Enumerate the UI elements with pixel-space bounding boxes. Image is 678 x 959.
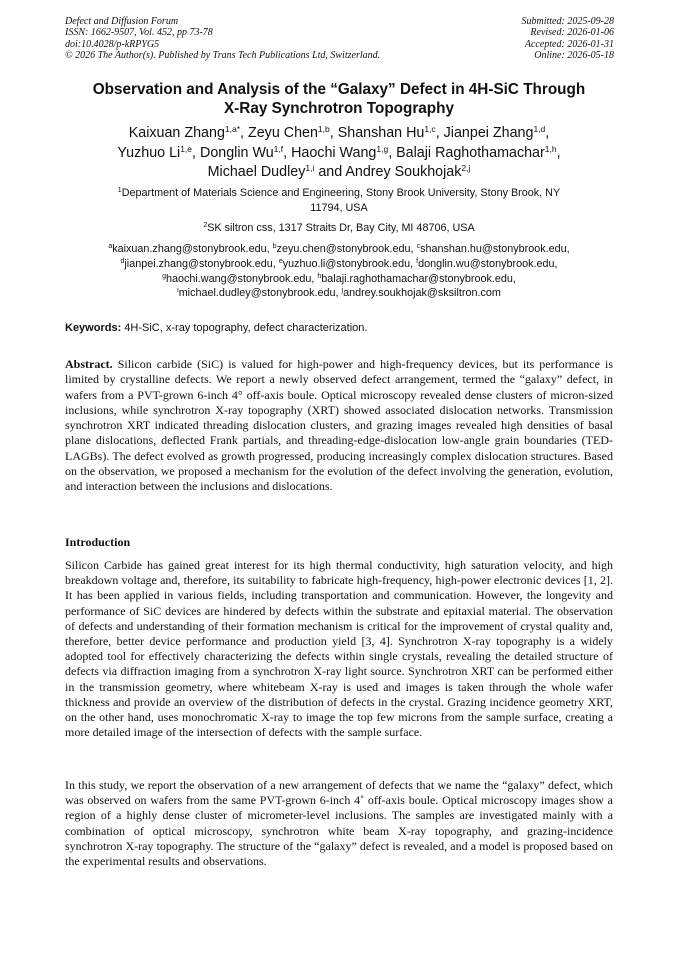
author-sep: , <box>329 125 338 141</box>
section-heading-introduction: Introduction <box>65 535 131 549</box>
email-sup: j <box>341 287 344 295</box>
email-sup: e <box>278 257 283 265</box>
accepted-date: Accepted: 2026-01-31 <box>524 38 614 50</box>
email-line <box>66 286 612 301</box>
affiliation-line <box>70 186 608 201</box>
affiliation-text: Department of Materials Science and Engineering, Stony Brook University, Stony Brook, NY <box>121 187 561 199</box>
affiliation-line <box>70 221 608 236</box>
author-sep: , <box>240 125 248 141</box>
author-sep: , <box>388 144 397 161</box>
author-sup: 1,e <box>180 143 193 154</box>
author-sup: 2,j <box>461 163 471 174</box>
affiliation-2 <box>70 221 608 236</box>
online-date: Online: 2026-05-18 <box>534 49 614 61</box>
introduction-paragraph: In this study, we report the observation of a new arrangement of defects that we name the “galaxy” defect, which was observed on wafers from the same PVT-grown 6-inch 4˚ off-axis boule. Optical microscopy images show a region of a highly dense cluster of micrometer-level inclusions. The samples are investigated mainly with a combination of optical microscopy, synchrotron white beam X-ray topography, and grazing-incidence synchrotron X-ray topography. The structure of the “galaxy” defect is revealed, and a model is proposed based on the experimental results and observations. <box>65 778 613 869</box>
email-sup: d <box>120 257 125 265</box>
email-link[interactable]: zeyu.chen@stonybrook.edu, <box>276 243 417 255</box>
introduction-paragraph: Silicon Carbide has gained great interest for its high thermal conductivity, high saturation velocity, and high breakdown voltage and, therefore, its suitability to fabricate high-frequency, high-power electronic devices [1, 2]. It has been applied in various fields, including transportation and communication. However, the longevity and performance of SiC devices are hindered by defects within the substrate and epitaxial material. The observation of defects and understanding of their formation mechanism is critical for the improvement of crystal quality and, therefore, better device performance and production yield [3, 4]. Synchrotron X-ray topography is a widely adopted tool for effectively characterizing the defects within single crystals, revealing the detailed structure of defects via diffraction imaging from a synchrotron X-ray light source. Synchrotron XRT can be performed either in the transmission geometry, where whitebeam X-ray is used and images is taken through the whole wafer thickness and provide an overview of the distribution of defects in the crystal. Grazing incidence geometry XRT, on the other hand, uses monochromatic X-ray to image the top few microns from the sample surface, creating a more detailed image of the intersection of defects with the sample surface. <box>65 558 613 740</box>
keywords-label: Keywords: <box>65 322 122 334</box>
author-sep: , <box>192 144 200 161</box>
paper-title-line: Observation and Analysis of the “Galaxy” Defect in 4H-SiC Through <box>92 81 586 98</box>
author-sup: 1,i <box>305 163 315 174</box>
email-line <box>66 242 612 257</box>
author-sup: 1,a* <box>224 124 241 134</box>
email-link[interactable]: balaji.raghothamachar@stonybrook.edu, <box>321 272 516 285</box>
author-name: Kaixuan Zhang <box>128 125 225 141</box>
author-name: Haochi Wang <box>291 144 377 161</box>
author-name: Shanshan Hu <box>337 125 425 141</box>
author-sup: 1,d <box>533 124 546 134</box>
email-link[interactable]: yuzhuo.li@stonybrook.edu, <box>282 257 417 270</box>
author-name: Zeyu Chen <box>247 125 318 141</box>
email-link[interactable]: andrey.soukhojak@sksiltron.com <box>343 287 501 300</box>
email-link[interactable]: haochi.wang@stonybrook.edu, <box>165 272 318 285</box>
abstract <box>65 357 613 494</box>
paper-title <box>70 81 608 118</box>
journal-header-left <box>65 16 380 61</box>
submitted-date: Submitted: 2025-09-28 <box>521 16 614 27</box>
affiliation-sup: 2 <box>203 222 208 229</box>
email-link[interactable]: donglin.wu@stonybrook.edu, <box>418 257 558 270</box>
author-name: Andrey Soukhojak <box>345 164 462 181</box>
author-name: Jianpei Zhang <box>443 125 534 141</box>
email-link[interactable]: shanshan.hu@stonybrook.edu, <box>420 243 570 255</box>
email-sup: f <box>416 257 419 265</box>
journal-header-right <box>522 16 615 61</box>
email-link[interactable]: kaixuan.zhang@stonybrook.edu, <box>112 243 273 255</box>
author-sep: , <box>283 144 292 161</box>
keywords <box>65 322 367 335</box>
abstract-label: Abstract. <box>65 357 113 371</box>
author-name: Michael Dudley <box>207 164 306 181</box>
email-sup: a <box>108 243 113 250</box>
affiliation-sup: 1 <box>117 187 122 194</box>
author-sep: and <box>314 164 346 181</box>
author-line <box>70 124 608 144</box>
author-sup: 1,b <box>317 124 330 134</box>
author-list <box>70 124 608 183</box>
author-sep: , <box>435 125 444 141</box>
affiliation-line: 11794, USA <box>310 201 368 214</box>
author-sep: , <box>545 125 550 141</box>
author-line <box>70 144 608 164</box>
journal-name: Defect and Diffusion Forum <box>65 16 179 27</box>
abstract-text: Silicon carbide (SiC) is valued for high-power and high-frequency devices, but its performance is limited by crystalline defects. We report a newly observed defect arrangement, termed the “galaxy” defect, in wafers from a PVT-grown 6-inch 4° off-axis boule. Optical microscopy revealed dense clusters of micron-sized inclusions, while synchrotron X-ray topography (XRT) showed associated dislocation networks. Transmission synchrotron XRT indicated threading dislocation clusters, and grazing images revealed high densities of basal plane dislocations, deflected Frank partials, and threading-edge-dislocation low-angle grain boundaries (TED-LAGBs). The defect evolved as growth progressed, producing increasingly complex dislocation structures. Based on the observation, we proposed a mechanism for the evolution of the defect involving the generation, evolution, and interaction between the inclusions and dislocations. <box>65 357 613 493</box>
author-emails <box>66 242 612 301</box>
author-sup: 1,h <box>544 143 557 154</box>
email-sup: b <box>272 243 277 250</box>
email-sup: c <box>416 243 421 250</box>
author-sup: 1,g <box>376 143 389 154</box>
paper-title-line: X-Ray Synchrotron Topography <box>223 99 455 117</box>
author-sup: 1,c <box>424 124 436 134</box>
author-name: Yuzhuo Li <box>117 144 181 161</box>
affiliation-text: SK siltron css, 1317 Straits Dr, Bay City, MI 48706, USA <box>207 222 475 234</box>
journal-copyright: © 2026 The Author(s). Published by Trans Tech Publications Ltd, Switzerland. <box>65 49 381 61</box>
journal-doi[interactable]: doi:10.4028/p-kRPYG5 <box>65 38 160 50</box>
author-name: Donglin Wu <box>200 144 274 161</box>
author-name: Balaji Raghothamachar <box>396 144 545 161</box>
revised-date: Revised: 2026-01-06 <box>530 27 614 39</box>
journal-issn: ISSN: 1662-9507, Vol. 452, pp 73-78 <box>65 27 213 39</box>
email-sup: g <box>162 272 166 280</box>
keywords-text: 4H-SiC, x-ray topography, defect characterization. <box>121 322 368 334</box>
email-sup: h <box>317 272 322 280</box>
email-link[interactable]: jianpei.zhang@stonybrook.edu, <box>124 257 279 270</box>
author-sup: 1,f <box>273 143 284 154</box>
author-line <box>70 163 608 183</box>
email-line <box>66 257 612 272</box>
email-sup: i <box>177 287 179 295</box>
email-link[interactable]: michael.dudley@stonybrook.edu, <box>178 287 342 300</box>
affiliation-1 <box>70 186 608 215</box>
author-sep: , <box>556 144 561 161</box>
email-line <box>66 272 612 287</box>
